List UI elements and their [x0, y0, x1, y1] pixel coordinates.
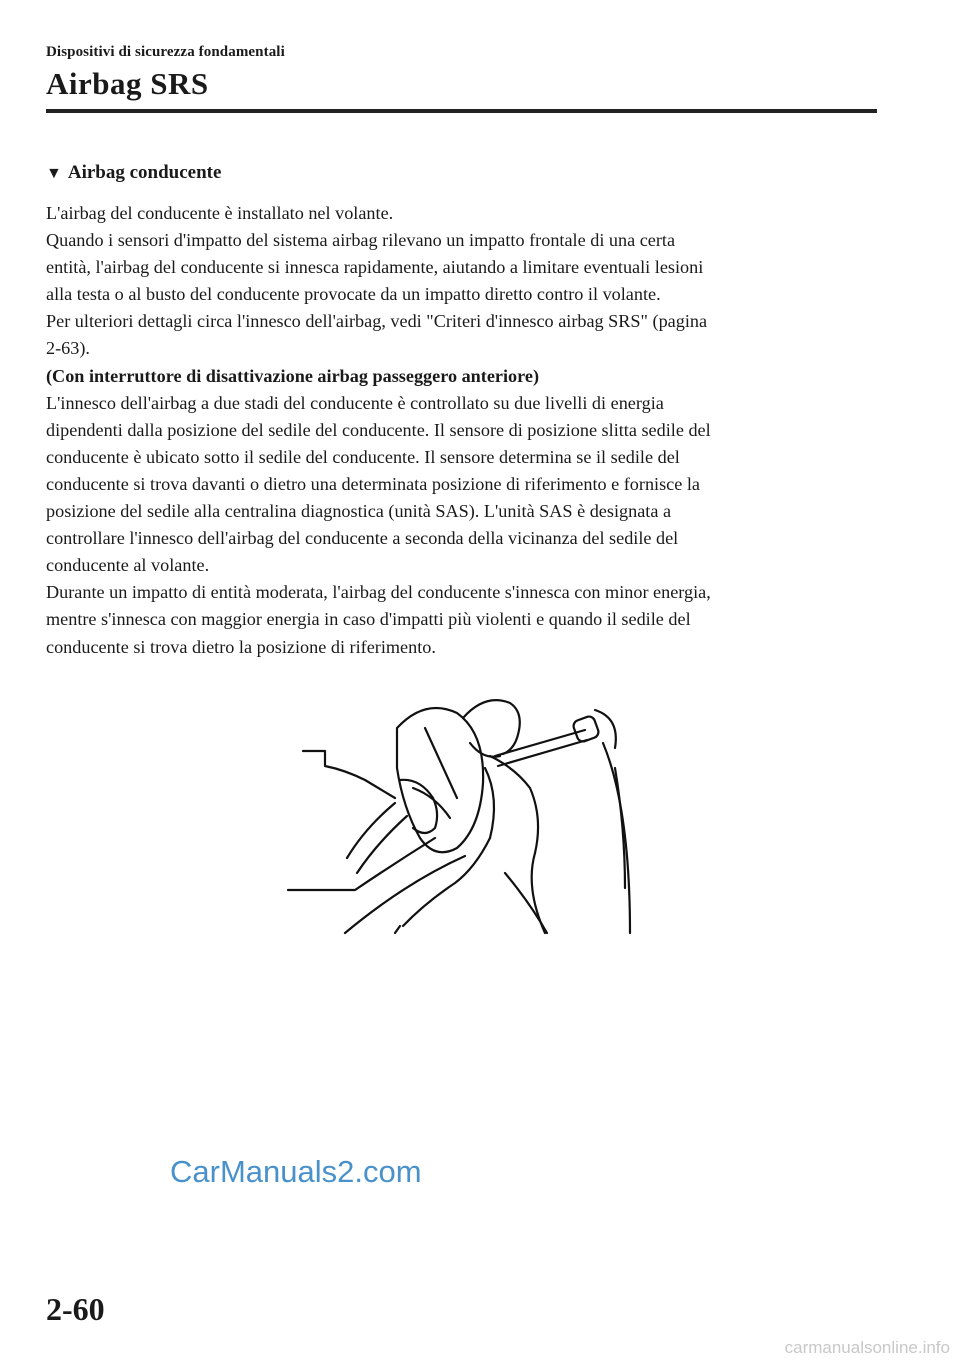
body-line: conducente al volante.	[46, 555, 210, 576]
body-line: conducente si trova dietro la posizione di riferimento.	[46, 636, 436, 657]
body-line: conducente si trova davanti o dietro una determinata posizione di riferimento e fornisce la	[46, 473, 701, 494]
body-line: posizione del sedile alla centralina diagnostica (unità SAS). L'unità SAS è designata a	[46, 501, 672, 522]
title-rule	[46, 109, 877, 113]
subheading	[46, 162, 221, 184]
body-line: alla testa o al busto del conducente provocate da un impatto diretto contro il volante.	[46, 284, 661, 305]
body-line: L'airbag del conducente è installato nel volante.	[46, 203, 394, 223]
body-line: 2-63).	[46, 338, 90, 359]
body-line: conducente è ubicato sotto il sedile del conducente. Il sensore determina se il sedile del	[46, 446, 680, 467]
page-title: Airbag SRS	[46, 66, 209, 101]
subheading-text: Airbag conducente	[67, 162, 222, 183]
body-line: L'innesco dell'airbag a due stadi del conducente è controllato su due livelli di energia	[46, 392, 664, 413]
airbag-illustration	[285, 688, 635, 938]
watermark-brand: CarManuals2.com	[170, 1154, 422, 1189]
page-number: 2-60	[46, 1291, 105, 1327]
body-line: Durante un impatto di entità moderata, l'airbag del conducente s'innesca con minor energia,	[46, 582, 711, 603]
body-line: entità, l'airbag del conducente si innesca rapidamente, aiutando a limitare eventuali lesioni	[46, 257, 704, 278]
body-line: dipendenti dalla posizione del sedile del conducente. Il sensore di posizione slitta sedile del	[46, 419, 711, 440]
body-line: mentre s'innesca con maggior energia in caso d'impatti più violenti e quando il sedile del	[46, 609, 691, 630]
triangle-down-icon: ▼	[46, 165, 62, 182]
body-line: (Con interruttore di disattivazione airbag passeggero anteriore)	[46, 365, 540, 386]
body-line: controllare l'innesco dell'airbag del conducente a seconda della vicinanza del sedile del	[46, 528, 679, 549]
section-label: Dispositivi di sicurezza fondamentali	[46, 44, 285, 60]
watermark-footer: carmanualsonline.info	[784, 1338, 950, 1357]
body-line: Per ulteriori dettagli circa l'innesco dell'airbag, vedi "Criteri d'innesco airbag SRS" (pagina	[46, 311, 708, 332]
body-text	[46, 200, 876, 661]
body-line: Quando i sensori d'impatto del sistema airbag rilevano un impatto frontale di una certa	[46, 230, 676, 251]
